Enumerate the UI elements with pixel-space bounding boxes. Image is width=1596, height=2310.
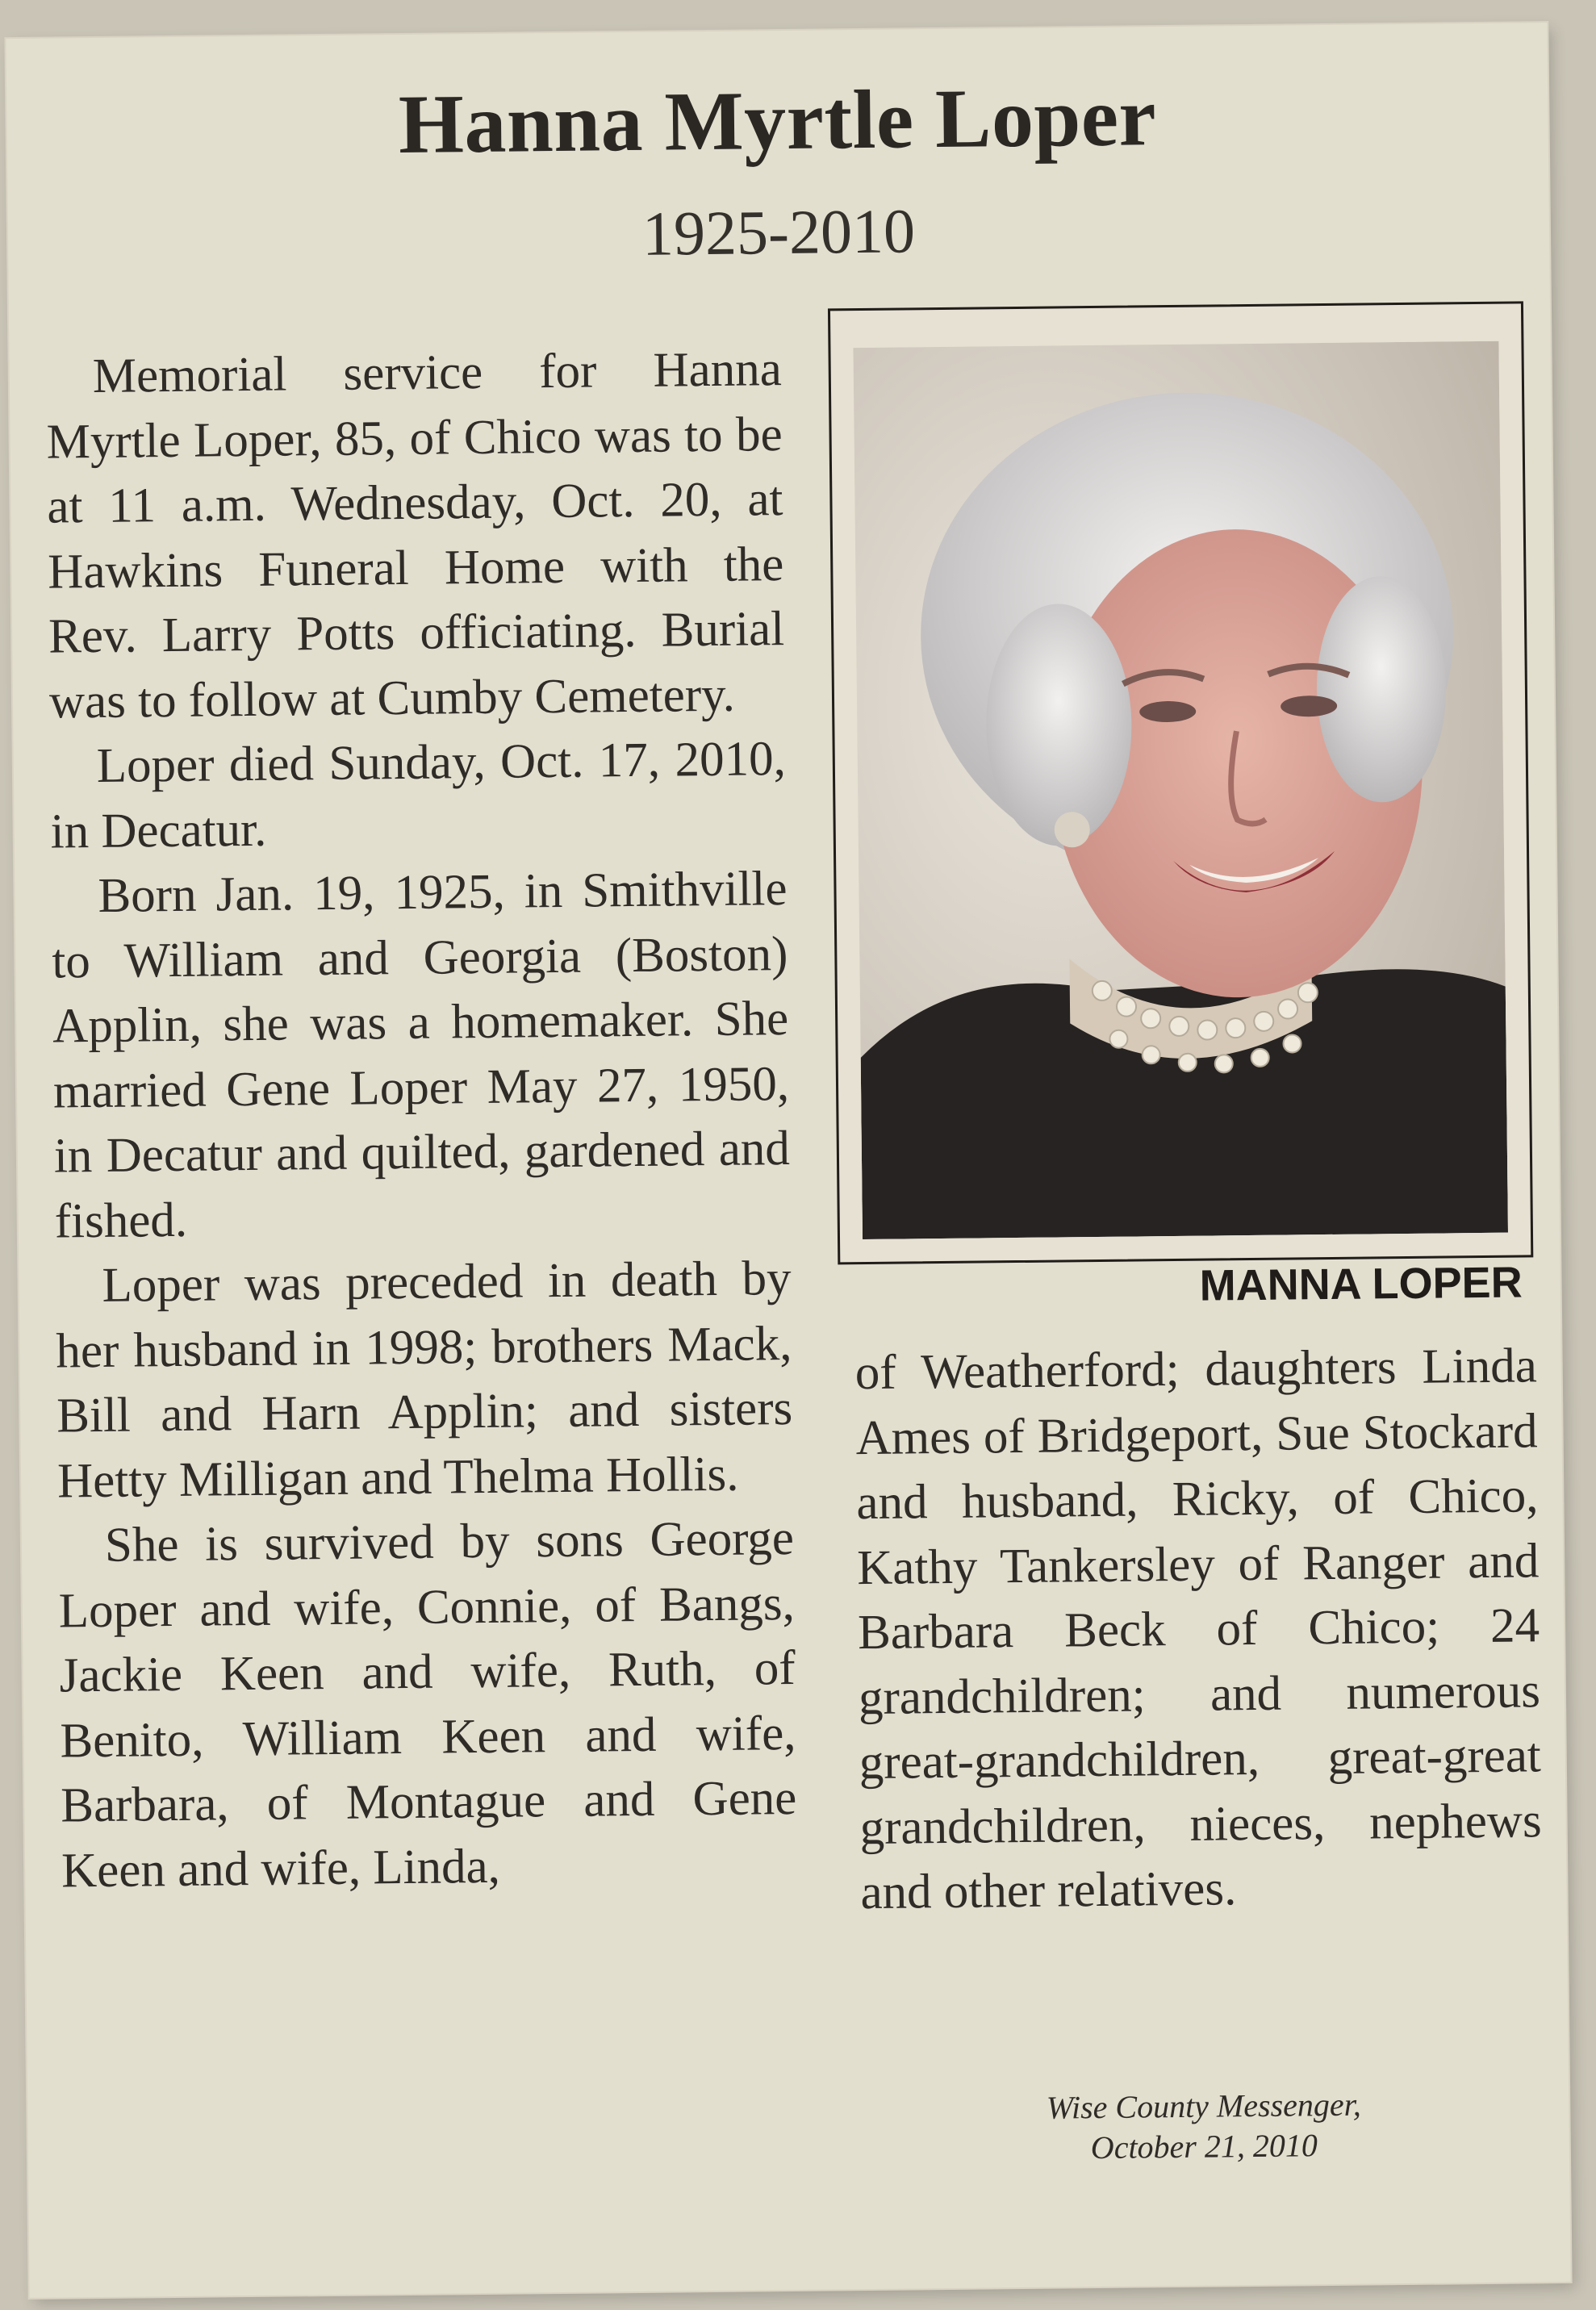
- paragraph-survivors: She is survived by sons George Loper and wife, Connie, of Bangs, Jackie Keen and wife, Ruth, of Benito, William Keen and wife, Barbara, of Montague and Gene Keen and wife, Linda,: [58, 1510, 797, 1898]
- portrait-illustration: [853, 341, 1508, 1239]
- left-column: [45, 337, 797, 1903]
- paragraph-death: Loper died Sunday, Oct. 17, 2010, in Decatur.: [50, 732, 787, 859]
- photo-caption: MANNA LOPER: [1199, 1258, 1523, 1310]
- source-credit: [863, 2082, 1545, 2170]
- paragraph-service: Memorial service for Hanna Myrtle Loper, 85, of Chico was to be at 11 a.m. Wednesday, Oct. 20, at Hawkins Funeral Home with the Rev. Larry Potts officiating. Burial was to follow at Cumby Cemetery.: [46, 342, 785, 729]
- portrait-photo: [853, 341, 1508, 1239]
- paragraph-survivors-continued: of Weatherford; daughters Linda Ames of Bridgeport, Sue Stockard and husband, Ricky, of Chico, Kathy Tankersley of Ranger and Barbara Beck of Chico; 24 grandchildren; and numerous great-grandchildren, great-great grandchildren, nieces, nephews and other relatives.: [854, 1339, 1542, 1920]
- paragraph-preceded: Loper was preceded in death by her husband in 1998; brothers Mack, Bill and Harn Applin; and sisters Hetty Milligan and Thelma Hollis.: [56, 1251, 793, 1509]
- paragraph-birth: Born Jan. 19, 1925, in Smithville to William and Georgia (Boston) Applin, she was a homemaker. She married Gene Loper May 27, 1950, in Decatur and quilted, gardened and fished.: [52, 861, 791, 1249]
- portrait-frame: [828, 301, 1533, 1264]
- source-date: October 21, 2010: [1090, 2127, 1318, 2166]
- source-publication: Wise County Messenger,: [1046, 2086, 1361, 2126]
- right-column: [854, 1334, 1543, 1925]
- newspaper-clipping: [6, 23, 1570, 2298]
- obituary-years: 1925-2010: [641, 195, 916, 269]
- obituary-title: Hanna Myrtle Loper: [398, 70, 1157, 171]
